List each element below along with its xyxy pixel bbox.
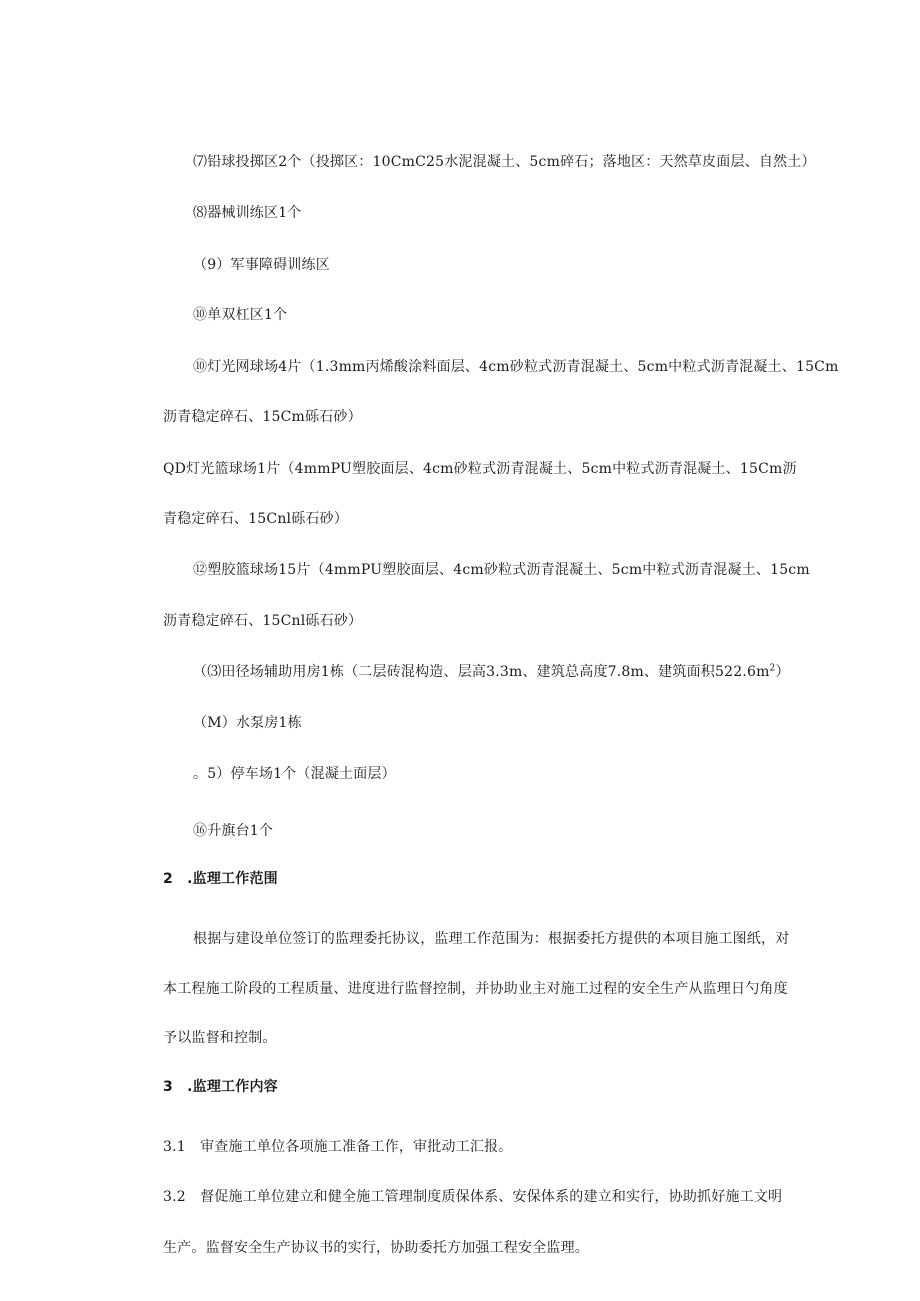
section-3-item-3-1: 3.1 审查施工单位各项施工准备工作，审批动工汇报。	[163, 1139, 513, 1155]
section-2-para-line3: 予以监督和控制。	[163, 1030, 277, 1046]
item-10-bars-area: ⑩单双杠区1个	[193, 307, 288, 323]
item-11-tennis-line1: ⑩灯光网球场4片（1.3mm丙烯酸涂料面层、4cm砂粒式沥青混凝土、5cm中粒式沥青混凝土、15Cm	[193, 359, 839, 375]
section-2-para-line1: 根据与建设单位签订的监理委托协议，监理工作范围为：根据委托方提供的本项目施工图纸，对	[193, 931, 790, 947]
item-13-text: （⑶田径场辅助用房1栋（二层砖混构造、层高3.3m、建筑总高度7.8m、建筑面积522.6m	[193, 664, 770, 680]
item-12-basketball-line2: 沥青稳定碎石、15Cnl砾石砂）	[163, 613, 363, 629]
section-3-heading: 3 .监理工作内容	[163, 1079, 278, 1095]
item-qd-basketball-line1: QD灯光篮球场1片（4mmPU塑胶面层、4cm砂粒式沥青混凝土、5cm中粒式沥青混凝土、15Cm沥	[163, 461, 797, 477]
item-11-tennis-line2: 沥青稳定碎石、15Cm砾石砂）	[163, 409, 362, 425]
section-3-item-3-2-line2: 生产。监督安全生产协议书的实行，协助委托方加强工程安全监理。	[163, 1240, 589, 1256]
section-2-heading: 2 .监理工作范围	[163, 871, 278, 887]
item-16-flag-platform: ⑯升旗台1个	[193, 823, 274, 839]
section-3-item-3-2-line1: 3.2 督促施工单位建立和健全施工管理制度质保体系、安保体系的建立和实行，协助抓好施工文明	[163, 1189, 783, 1205]
item-qd-basketball-line2: 青稳定碎石、15Cnl砾石砂）	[163, 511, 349, 527]
item-8-equipment-area: ⑻器械训练区1个	[193, 205, 302, 221]
item-13-end: ）	[775, 664, 790, 680]
item-15-parking: 。5）停车场1个（混凝土面层）	[193, 766, 396, 782]
item-14-pump-house: （M）水泵房1栋	[193, 715, 302, 731]
section-2-para-line2: 本工程施工阶段的工程质量、进度进行监督控制，并协助业主对施工过程的安全生产从监理日勺角度	[163, 981, 788, 997]
item-7-shot-put-area: ⑺铅球投掷区2个（投掷区：10CmC25水泥混凝土、5cm碎石；落地区：天然草皮面层、自然土）	[193, 154, 816, 170]
item-9-obstacle-area: （9）军事障碍训练区	[193, 257, 330, 273]
item-13-superscript: 2	[769, 663, 776, 674]
item-12-basketball-line1: ⑫塑胶篮球场15片（4mmPU塑胶面层、4cm砂粒式沥青混凝土、5cm中粒式沥青混凝土、15cm	[193, 562, 810, 578]
item-13-auxiliary-building	[193, 662, 790, 682]
